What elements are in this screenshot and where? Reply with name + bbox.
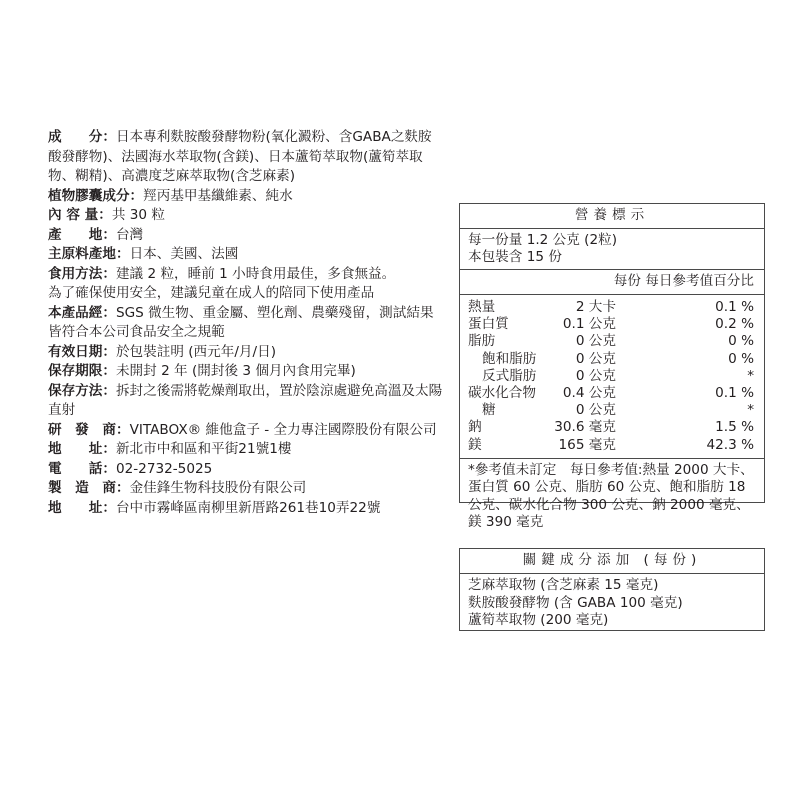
nutrition-column-header: 每份 每日參考值百分比 [460, 270, 764, 295]
storage-label: 保存方法： [48, 382, 116, 399]
nutrient-row [468, 333, 754, 350]
nutrient-row [468, 419, 754, 436]
raw-origin-value: 日本、美國、法國 [129, 246, 239, 262]
phone-value: 02-2732-5025 [115, 460, 213, 477]
capsule-label: 植物膠囊成分： [48, 187, 144, 204]
nutrient-amount: 0.1 公克 [562, 316, 616, 333]
shelf-line [48, 362, 443, 382]
nutrient-amount: 0 公克 [575, 350, 616, 367]
storage-value: 拆封之後需將乾燥劑取出，置於陰涼處避免高溫及太陽直射 [48, 382, 443, 418]
nutrient-percent: 42.3 % [706, 436, 754, 453]
address2-line [48, 499, 443, 519]
nutrient-percent: * [747, 402, 754, 419]
nutrient-row [468, 385, 754, 402]
content-label: 內 容 量： [48, 207, 112, 223]
manufacturer-value: 金佳鋒生物科技股份有限公司 [129, 480, 307, 496]
serving-size: 每一份量 1.2 公克 (2粒) [468, 232, 617, 248]
ingredients-value: 日本專利麩胺酸發酵物粉(氧化澱粉、含GABA之麩胺酸發酵物)、法國海水萃取物(含鎂)、日本蘆筍萃取物(蘆筍萃取物、糊精)、高濃度芝麻萃取物(含芝麻素) [48, 129, 432, 184]
nutrient-name: 反式脂肪 [482, 367, 537, 384]
capsule-value: 羥丙基甲基纖維素、純水 [143, 187, 293, 204]
developer-label: 研 發 商： [48, 421, 130, 438]
key-ingredient-item: 芝麻萃取物 (含芝麻素 15 毫克) [468, 577, 659, 593]
ingredients-label: 成 分： [48, 129, 116, 145]
content-value: 共 30 粒 [111, 207, 165, 223]
nutrient-name: 碳水化合物 [468, 384, 536, 401]
key-ingredients-list [460, 574, 764, 630]
shelf-value: 未開封 2 年 (開封後 3 個月內食用完畢) [115, 363, 356, 379]
usage-label: 食用方法： [48, 265, 116, 282]
capsule-line [48, 187, 443, 207]
key-ingredient-item: 麩胺酸發酵物 (含 GABA 100 毫克) [468, 594, 683, 611]
raw-origin-line [48, 245, 443, 265]
nutrient-percent: * [747, 367, 754, 384]
phone-line [48, 460, 443, 480]
product-info-block [48, 128, 443, 518]
nutrient-name: 鈉 [468, 419, 482, 436]
nutrition-facts-panel [459, 203, 765, 531]
address1-line [48, 440, 443, 460]
address2-value: 台中市霧峰區南柳里新厝路261巷10弄22號 [115, 499, 381, 516]
nutrient-amount: 0 公克 [575, 333, 616, 350]
ingredients-line [48, 128, 443, 187]
serving-info [460, 229, 764, 270]
key-ingredients-title: 關鍵成分添加 (每份) [460, 549, 764, 574]
quality-line [48, 304, 443, 343]
shelf-label: 保存期限： [48, 363, 116, 379]
address1-label: 地 址： [48, 441, 116, 457]
expiry-value: 於包裝註明 (西元年/月/日) [115, 343, 276, 360]
nutrient-row [468, 402, 754, 419]
nutrient-name: 飽和脂肪 [482, 350, 537, 367]
nutrient-amount: 0 公克 [575, 367, 616, 384]
nutrient-amount: 2 大卡 [575, 299, 616, 315]
nutrient-name: 鎂 [468, 436, 482, 453]
key-ingredient-item: 蘆筍萃取物 (200 毫克) [468, 612, 609, 629]
nutrition-title: 營養標示 [460, 204, 764, 229]
usage-line [48, 265, 443, 285]
address2-label: 地 址： [48, 499, 116, 516]
nutrient-amount: 0 公克 [575, 402, 616, 419]
nutrient-name: 脂肪 [468, 333, 496, 350]
origin-line [48, 226, 443, 246]
servings-per-pack: 本包裝含 15 份 [468, 249, 562, 266]
usage-value: 建議 2 粒，睡前 1 小時食用最佳，多食無益。 [115, 265, 396, 282]
raw-origin-label: 主原料產地： [48, 246, 130, 262]
nutrient-percent: 1.5 % [715, 419, 754, 436]
phone-label: 電 話： [48, 460, 116, 477]
origin-label: 產 地： [48, 226, 116, 243]
storage-line [48, 382, 443, 421]
nutrient-row [468, 437, 754, 454]
origin-value: 台灣 [115, 226, 144, 243]
nutrient-amount: 0.4 公克 [562, 384, 616, 401]
manufacturer-line [48, 479, 443, 499]
nutrient-percent: 0.1 % [715, 384, 754, 401]
nutrient-name: 熱量 [468, 299, 496, 315]
content-line [48, 206, 443, 226]
address1-value: 新北市中和區和平街21號1樓 [115, 441, 292, 457]
nutrient-row [468, 299, 754, 316]
nutrient-row [468, 316, 754, 333]
nutrient-amount: 165 毫克 [558, 436, 616, 453]
nutrition-rows [460, 295, 764, 459]
developer-line [48, 421, 443, 441]
nutrient-percent: 0 % [728, 350, 754, 367]
nutrient-row [468, 351, 754, 368]
nutrient-percent: 0.2 % [715, 316, 754, 333]
nutrient-name: 糖 [482, 402, 496, 419]
nutrient-amount: 30.6 毫克 [554, 419, 616, 436]
expiry-label: 有效日期： [48, 343, 116, 360]
nutrient-percent: 0 % [728, 333, 754, 350]
nutrition-footnote: *參考值未訂定 每日參考值:熱量 2000 大卡、蛋白質 60 公克、脂肪 60 公克、飽和脂肪 18 公克、碳水化合物 300 公克、鈉 2000 毫克、鎂 390 毫克 [468, 461, 754, 531]
nutrient-row [468, 368, 754, 385]
nutrient-percent: 0.1 % [715, 299, 754, 315]
manufacturer-label: 製 造 商： [48, 480, 130, 496]
nutrient-name: 蛋白質 [468, 316, 509, 333]
key-ingredients-panel [459, 548, 765, 631]
expiry-line [48, 343, 443, 363]
quality-label: 本產品經： [48, 304, 116, 321]
safety-note: 為了確保使用安全，建議兒童在成人的陪同下使用產品 [48, 285, 375, 301]
quality-value: SGS 微生物、重金屬、塑化劑、農藥殘留，測試結果皆符合本公司食品安全之規範 [48, 304, 434, 340]
developer-value: VITABOX® 維他盒子 - 全力專注國際股份有限公司 [129, 421, 437, 438]
